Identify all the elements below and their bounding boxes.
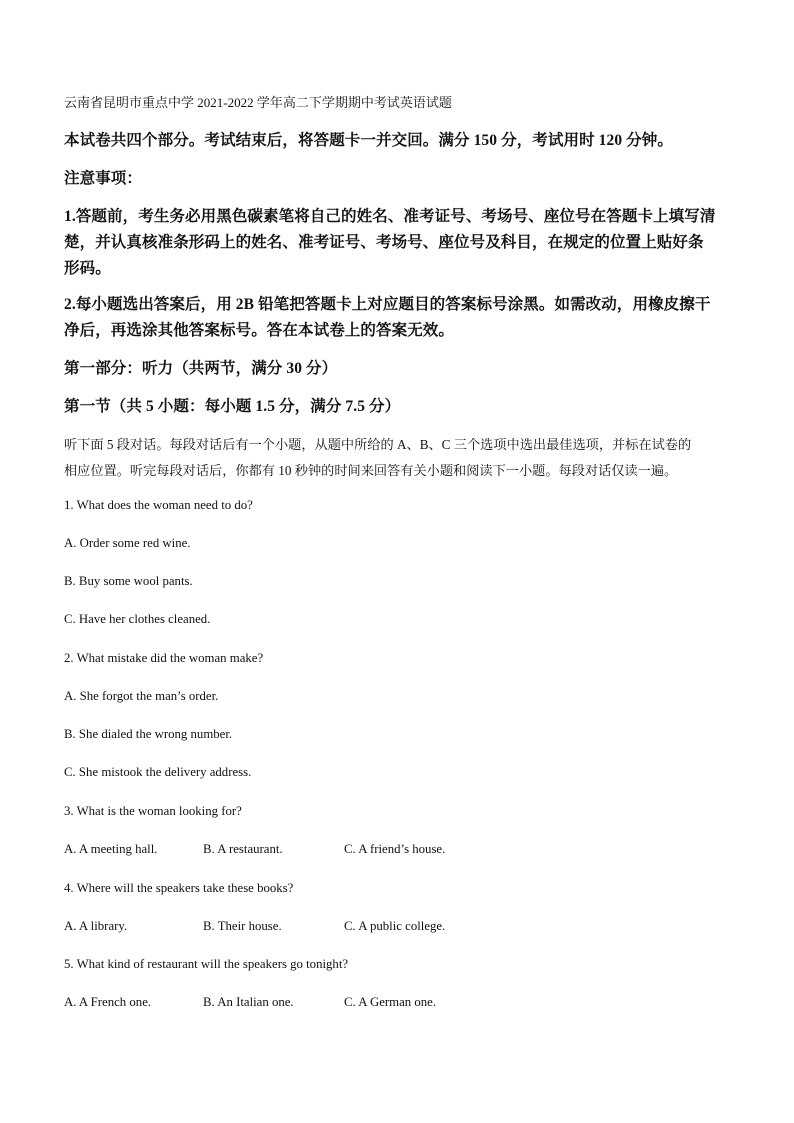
question-4-option-c: C. A public college. — [344, 919, 446, 933]
question-2-option-c: C. She mistook the delivery address. — [64, 765, 252, 779]
question-5-option-b: B. An Italian one. — [203, 995, 294, 1009]
instructions-line-2: 相应位置。听完每段对话后，你都有 10 秒钟的时间来回答有关小题和阅读下一小题。每段对话仅读一遍。 — [64, 463, 678, 478]
question-2-stem: 2. What mistake did the woman make? — [64, 651, 264, 665]
note-1-line-3: 形码。 — [64, 260, 111, 277]
question-3-option-c: C. A friend’s house. — [344, 842, 446, 856]
section-1-heading: 第一节（共 5 小题：每小题 1.5 分，满分 7.5 分） — [64, 398, 401, 415]
question-1-option-a: A. Order some red wine. — [64, 536, 191, 550]
question-2-option-b: B. She dialed the wrong number. — [64, 727, 233, 741]
notice-heading: 注意事项： — [64, 170, 143, 187]
question-2-option-a: A. She forgot the man’s order. — [64, 689, 219, 703]
question-4-stem: 4. Where will the speakers take these books? — [64, 881, 294, 895]
note-2-line-1: 2.每小题选出答案后，用 2B 铅笔把答题卡上对应题目的答案标号涂黑。如需改动，用橡皮擦干 — [64, 296, 711, 313]
question-3-option-b: B. A restaurant. — [203, 842, 283, 856]
question-4-option-a: A. A library. — [64, 919, 128, 933]
part-1-heading: 第一部分：听力（共两节，满分 30 分） — [64, 360, 338, 377]
exam-title: 云南省昆明市重点中学 2021-2022 学年高二下学期期中考试英语试题 — [64, 95, 452, 110]
question-4-option-b: B. Their house. — [203, 919, 282, 933]
note-2-line-2: 净后，再选涂其他答案标号。答在本试卷上的答案无效。 — [64, 322, 455, 339]
question-5-option-a: A. A French one. — [64, 995, 152, 1009]
question-3-option-a: A. A meeting hall. — [64, 842, 158, 856]
question-1-option-b: B. Buy some wool pants. — [64, 574, 193, 588]
question-1-option-c: C. Have her clothes cleaned. — [64, 612, 211, 626]
question-3-stem: 3. What is the woman looking for? — [64, 804, 242, 818]
question-5-option-c: C. A German one. — [344, 995, 437, 1009]
note-1-line-1: 1.答题前，考生务必用黑色碳素笔将自己的姓名、准考证号、考场号、座位号在答题卡上填写清 — [64, 208, 716, 225]
instructions-line-1: 听下面 5 段对话。每段对话后有一个小题，从题中所给的 A、B、C 三个选项中选出最佳选项，并标在试卷的 — [64, 437, 692, 452]
question-1-stem: 1. What does the woman need to do? — [64, 498, 253, 512]
note-1-line-2: 楚，并认真核准条形码上的姓名、准考证号、考场号、座位号及科目，在规定的位置上贴好条 — [64, 234, 704, 251]
exam-intro: 本试卷共四个部分。考试结束后，将答题卡一并交回。满分 150 分，考试用时 120 分钟。 — [64, 132, 674, 149]
question-5-stem: 5. What kind of restaurant will the speakers go tonight? — [64, 957, 349, 971]
